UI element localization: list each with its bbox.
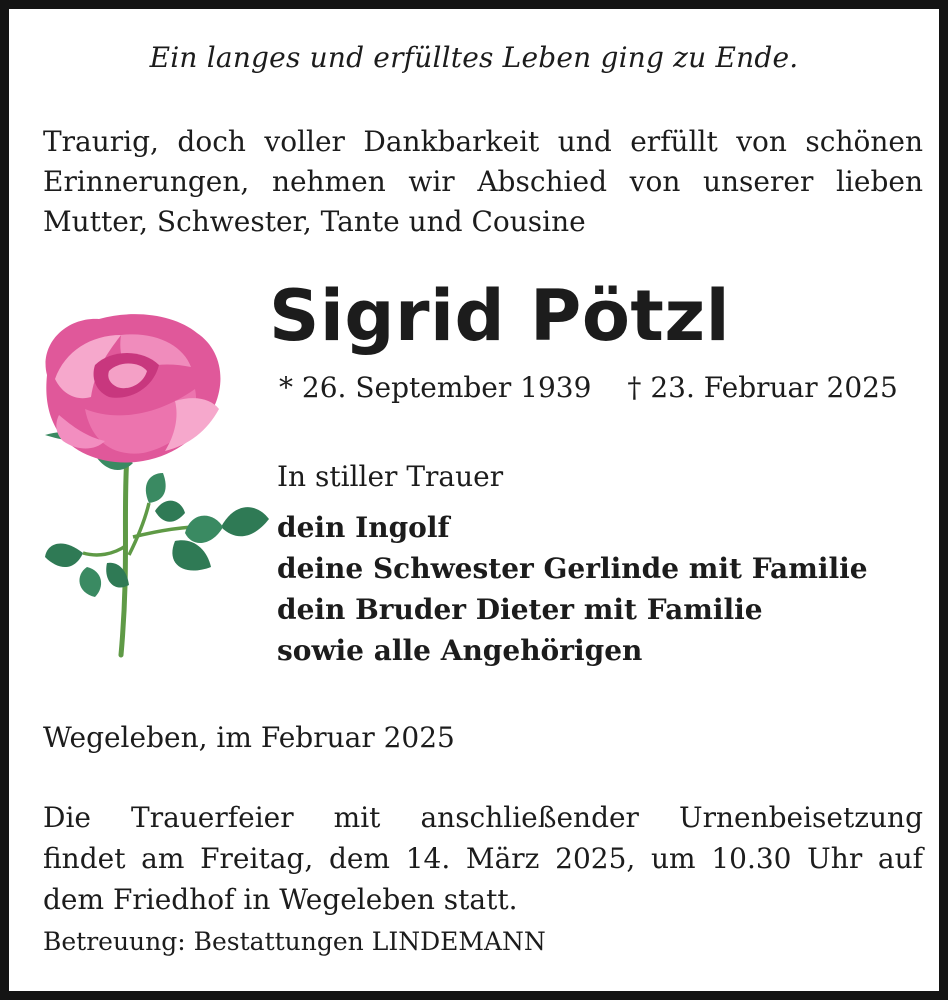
birth-date: * 26. September 1939 (279, 371, 592, 404)
ceremony-text (43, 797, 923, 920)
deceased-name: Sigrid Pötzl (269, 275, 731, 357)
death-date: † 23. Februar 2025 (627, 371, 898, 404)
life-dates (279, 371, 898, 404)
mourning-heading: In stiller Trauer (277, 460, 504, 493)
motto: Ein langes und erfülltes Leben ging zu Ende. (149, 41, 799, 74)
intro-line: Traurig, doch voller Dankbarkeit und erfüllt von schönen (43, 125, 923, 158)
ceremony-line: dem Friedhof in Wegeleben statt. (43, 883, 518, 916)
mourner: deine Schwester Gerlinde mit Familie (277, 552, 868, 585)
rose-icon (25, 305, 271, 665)
ceremony-line: Die Trauerfeier mit anschließender Urnenbeisetzung (43, 801, 923, 834)
mourners-list (277, 507, 868, 671)
undertaker-note: Betreuung: Bestattungen LINDEMANN (43, 927, 546, 956)
mourner: sowie alle Angehörigen (277, 634, 643, 667)
intro-line: Mutter, Schwester, Tante und Cousine (43, 205, 586, 238)
ceremony-line: findet am Freitag, dem 14. März 2025, um 10.30 Uhr auf (43, 842, 923, 875)
intro-line: Erinnerungen, nehmen wir Abschied von unserer lieben (43, 165, 923, 198)
place-date: Wegeleben, im Februar 2025 (43, 721, 455, 754)
intro-text (43, 122, 923, 242)
mourner: dein Bruder Dieter mit Familie (277, 593, 763, 626)
mourner: dein Ingolf (277, 511, 450, 544)
